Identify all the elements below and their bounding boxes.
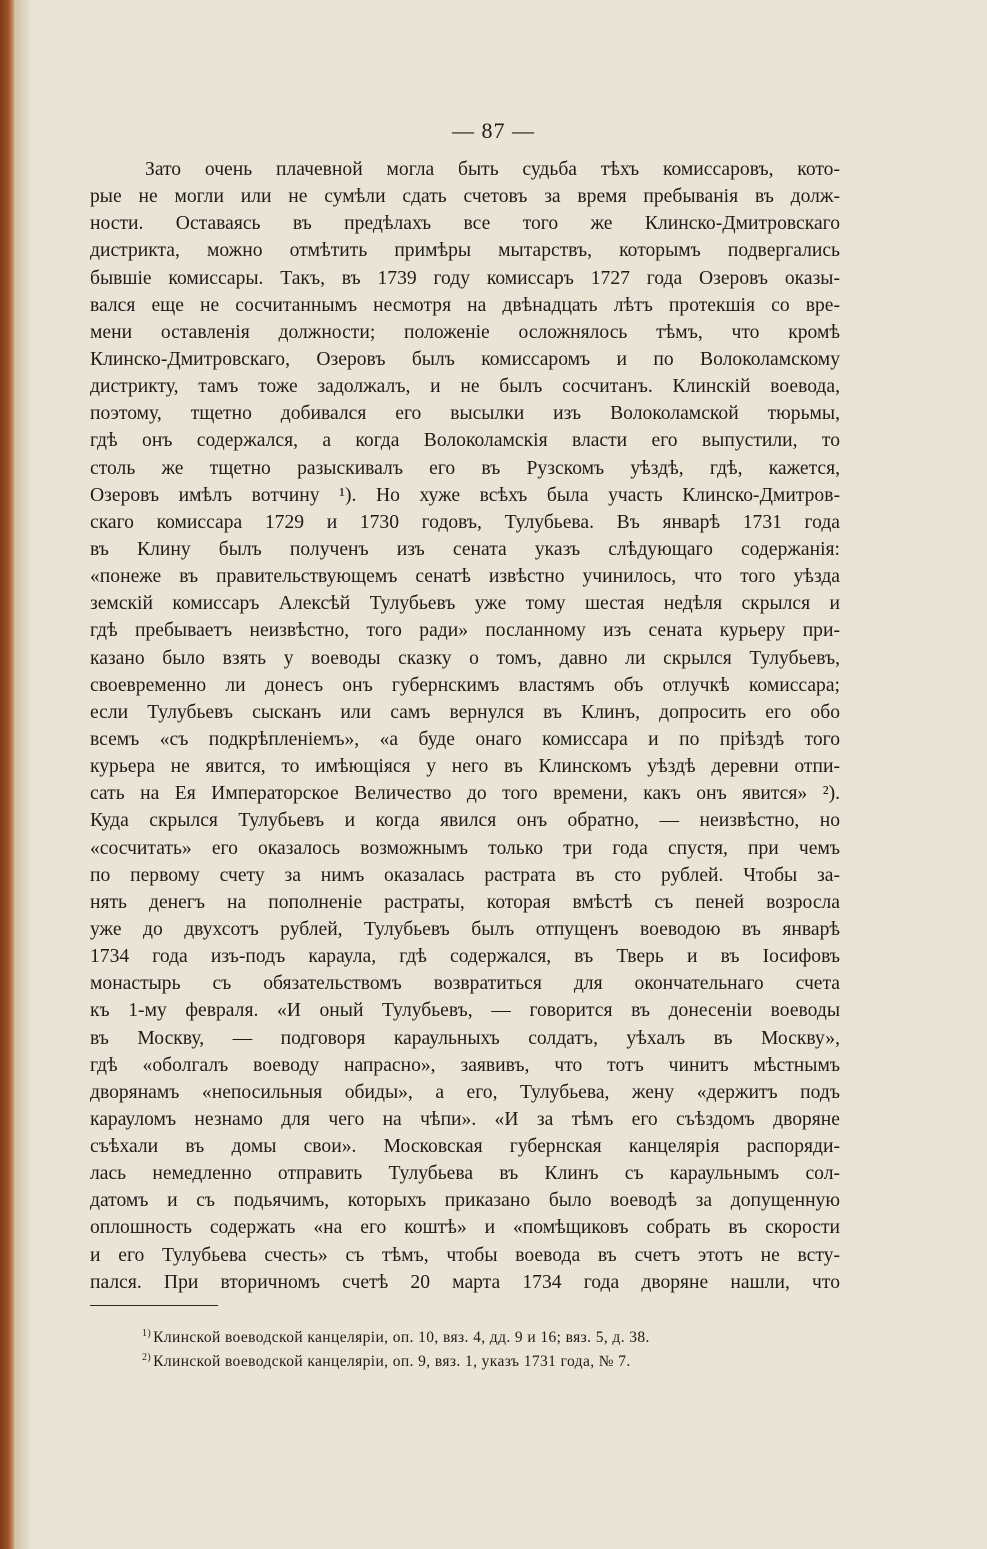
footnote [142, 1346, 842, 1370]
text-line: бывшіе комиссары. Такъ, въ 1739 году комиссаръ 1727 года Озеровъ оказы- [90, 267, 840, 289]
text-line: въ Москву, — подговоря караульныхъ солдатъ, уѣхалъ въ Москву», [90, 1027, 840, 1049]
text-line: дворянамъ «непосильныя обиды», а его, Тулубьева, жену «держитъ подъ [90, 1081, 840, 1103]
text-line: вался еще не сосчитаннымъ несмотря на двѣнадцать лѣтъ протекшія со вре- [90, 294, 840, 316]
text-line: поэтому, тщетно добивался его высылки изъ Волоколамской тюрьмы, [90, 403, 840, 425]
footnotes [142, 1322, 842, 1370]
text-line: Зато очень плачевной могла быть судьба тѣхъ комиссаровъ, кото- [145, 159, 840, 180]
text-line: гдѣ онъ содержался, а когда Волоколамскія власти его выпустили, то [90, 430, 840, 452]
text-line: въ Клину былъ полученъ изъ сената указъ слѣдующаго содержанія: [90, 538, 840, 560]
text-line: Куда скрылся Тулубьевъ и когда явился онъ обратно, — неизвѣстно, но [90, 810, 840, 832]
text-line: оплошность содержать «на его коштѣ» и «помѣщиковъ собрать въ скорости [90, 1217, 840, 1239]
text-line: пался. При вторичномъ счетѣ 20 марта 1734 года дворяне нашли, что [90, 1271, 840, 1293]
footnote-divider [90, 1305, 218, 1306]
text-line: земскій комиссаръ Алексѣй Тулубьевъ уже тому шестая недѣля скрылся и [90, 593, 840, 615]
text-line: къ 1-му февраля. «И оный Тулубьевъ, — говорится въ донесеніи воеводы [90, 1000, 840, 1022]
text-line: монастырь съ обязательствомъ возвратиться для окончательнаго счета [90, 973, 840, 995]
footnote [142, 1322, 842, 1346]
text-line: гдѣ пребываетъ неизвѣстно, того ради» посланному изъ сената курьеру при- [90, 620, 840, 642]
footnote-text: Клинской воеводской канцеляріи, оп. 9, вяз. 1, указъ 1731 года, № 7. [153, 1353, 631, 1370]
text-line: «сосчитать» его оказалось возможнымъ только три года спустя, при чемъ [90, 837, 840, 859]
text-line: столь же тщетно разыскивалъ его въ Рузскомъ уѣздѣ, гдѣ, кажется, [90, 457, 840, 479]
footnote-mark: 1) [142, 1328, 152, 1339]
text-line: карауломъ незнамо для чего на чѣпи». «И за тѣмъ его съѣздомъ дворяне [90, 1108, 840, 1130]
page-gutter-shadow [14, 0, 32, 1549]
text-line: своевременно ли донесъ онъ губернскимъ властямъ объ отлучкѣ комиссара; [90, 674, 840, 696]
text-line: сать на Ея Императорское Величество до того времени, какъ онъ явится» ²). [90, 783, 840, 805]
text-line: съѣхали въ домы свои». Московская губернская канцелярія распоряди- [90, 1136, 840, 1158]
text-line: курьера не явится, то имѣющіяся у него въ Клинскомъ уѣздѣ деревни отпи- [90, 756, 840, 778]
footnote-text: Клинской воеводской канцеляріи, оп. 10, вяз. 4, дд. 9 и 16; вяз. 5, д. 38. [153, 1329, 650, 1346]
text-line: всемъ «съ подкрѣпленіемъ», «а буде онаго комиссара и по пріѣздѣ того [90, 728, 840, 750]
text-line: дистрикту, тамъ тоже задолжалъ, и не былъ сосчитанъ. Клинскій воевода, [90, 376, 840, 398]
text-line: и его Тулубьева счесть» съ тѣмъ, чтобы воевода въ счетъ этотъ не всту- [90, 1244, 840, 1266]
text-line: нять денегъ на пополненіе растраты, которая вмѣстѣ съ пеней возросла [90, 891, 840, 913]
text-line: ности. Оставаясь въ предѣлахъ все того же Клинско-Дмитровскаго [90, 213, 840, 235]
footnote-mark: 2) [142, 1352, 152, 1363]
text-line: гдѣ «оболгалъ воеводу напрасно», заявивъ, что тотъ чинитъ мѣстнымъ [90, 1054, 840, 1076]
text-line: дистрикта, можно отмѣтить примѣры мытарствъ, которымъ подвергались [90, 240, 840, 262]
text-line: лась немедленно отправить Тулубьева въ Клинъ съ караульнымъ сол- [90, 1163, 840, 1185]
text-line: Клинско-Дмитровскаго, Озеровъ былъ комиссаромъ и по Волоколамскому [90, 348, 840, 370]
text-line: датомъ и съ подьячимъ, которыхъ приказано было воеводѣ за допущенную [90, 1190, 840, 1212]
text-line: «понеже въ правительствующемъ сенатѣ извѣстно учинилось, что того уѣзда [90, 566, 840, 588]
text-line: мени оставленія должности; положеніе осложнялось тѣмъ, что кромѣ [90, 321, 840, 343]
text-line: скаго комиссара 1729 и 1730 годовъ, Тулубьева. Въ январѣ 1731 года [90, 511, 840, 533]
text-line: казано было взять у воеводы сказку о томъ, давно ли скрылся Тулубьевъ, [90, 647, 840, 669]
text-line: 1734 года изъ-подъ караула, гдѣ содержался, въ Тверь и въ Іосифовъ [90, 946, 840, 968]
text-line: если Тулубьевъ сысканъ или самъ вернулся въ Клинъ, допросить его обо [90, 701, 840, 723]
page-number: — 87 — [452, 118, 535, 143]
text-line: по первому счету за нимъ оказалась растрата въ сто рублей. Чтобы за- [90, 864, 840, 886]
text-line: рые не могли или не сумѣли сдать счетовъ за время пребыванія въ долж- [90, 186, 840, 208]
text-line: Озеровъ имѣлъ вотчину ¹). Но хуже всѣхъ была участь Клинско-Дмитров- [90, 484, 840, 506]
text-line: уже до двухсотъ рублей, Тулубьевъ былъ отпущенъ воеводою въ январѣ [90, 918, 840, 940]
book-spine [0, 0, 14, 1549]
body-text [90, 156, 840, 1296]
